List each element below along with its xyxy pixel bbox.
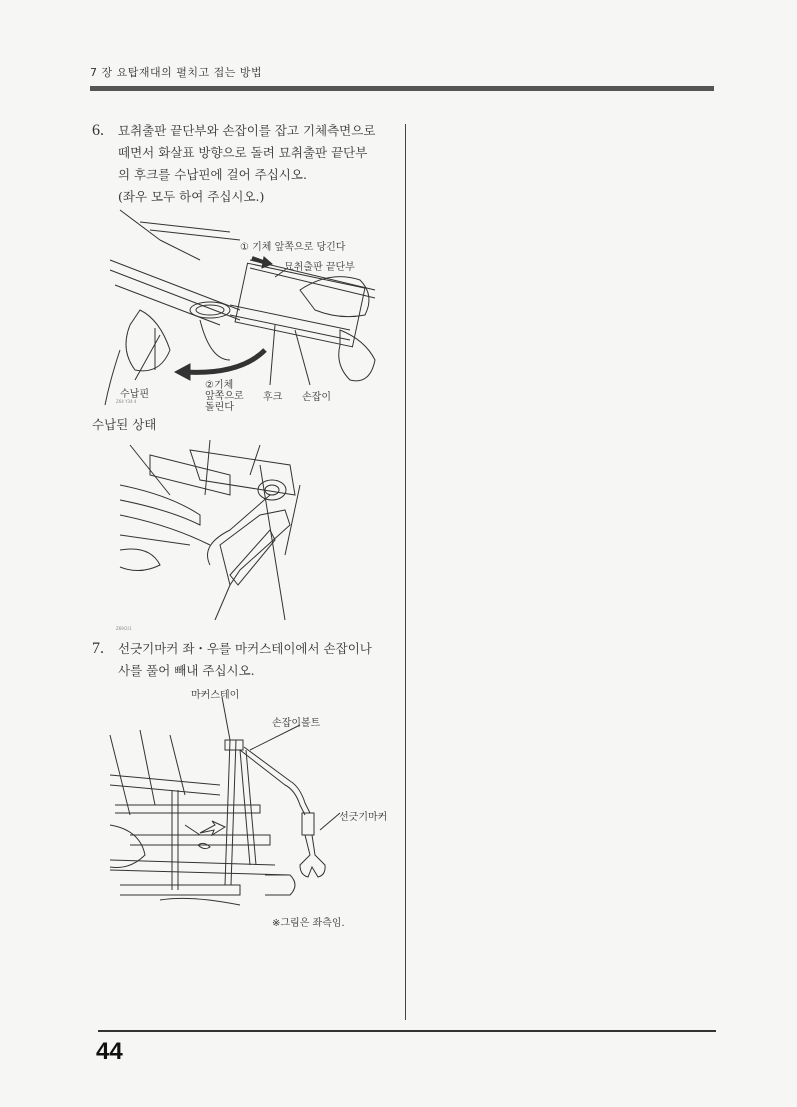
step-6-line-4: (좌우 모두 하여 주십시오.) (118, 189, 265, 204)
step-7-number: 7. (92, 640, 104, 657)
fig1-label-hook: 후크 (263, 392, 283, 403)
fig1-rotate-line-3: 돌린다 (205, 402, 234, 413)
fig1-rotate-line-2: 앞쪽으로 (205, 391, 244, 402)
step-6 (92, 120, 375, 208)
page-number: 44 (96, 1038, 123, 1065)
fig1-callout-pull: ① 기체 앞쪽으로 당긴다 (240, 242, 346, 253)
fig1-label-pin: 수납핀 (120, 389, 149, 400)
fig3-label-handle-bolt: 손잡이볼트 (272, 718, 321, 729)
chapter-header: 7 장 요탑재대의 펼치고 접는 방법 (90, 66, 263, 79)
figure-2-illustration (110, 435, 310, 620)
fig1-label-rotate (205, 380, 244, 413)
fig1-label-handle: 손잡이 (302, 392, 331, 403)
step-7-line-1: 선긋기마커 좌・우를 마커스테이에서 손잡이나 (118, 641, 372, 656)
step-6-number: 6. (92, 122, 104, 139)
stored-state-caption: 수납된 상태 (92, 417, 157, 432)
fig1-callout-end: 묘취출판 끝단부 (284, 262, 355, 273)
footer-rule (98, 1030, 716, 1032)
fig3-label-marker-stay: 마커스테이 (191, 690, 240, 701)
fig1-rotate-line-1: ②기체 (205, 380, 234, 391)
fig2-code: Z69/2/1 (116, 626, 132, 631)
step-7 (92, 638, 372, 682)
fig1-code: Z64 Y34 4 (116, 399, 137, 404)
step-7-line-2: 사를 풀어 빼내 주십시오. (118, 663, 255, 678)
fig3-label-line-marker: 선긋기마커 (339, 812, 388, 823)
column-divider (405, 124, 406, 1020)
fig3-note: ※그림은 좌측임. (272, 918, 345, 929)
header-rule (90, 86, 714, 91)
step-6-line-2: 떼면서 화살표 방향으로 돌려 묘취출판 끝단부 (118, 145, 368, 160)
figure-1-illustration (100, 200, 390, 415)
figure-3-illustration (100, 695, 390, 920)
step-6-line-3: 의 후크를 수납핀에 걸어 주십시오. (118, 167, 307, 182)
step-6-line-1: 묘취출판 끝단부와 손잡이를 잡고 기체측면으로 (118, 123, 376, 138)
